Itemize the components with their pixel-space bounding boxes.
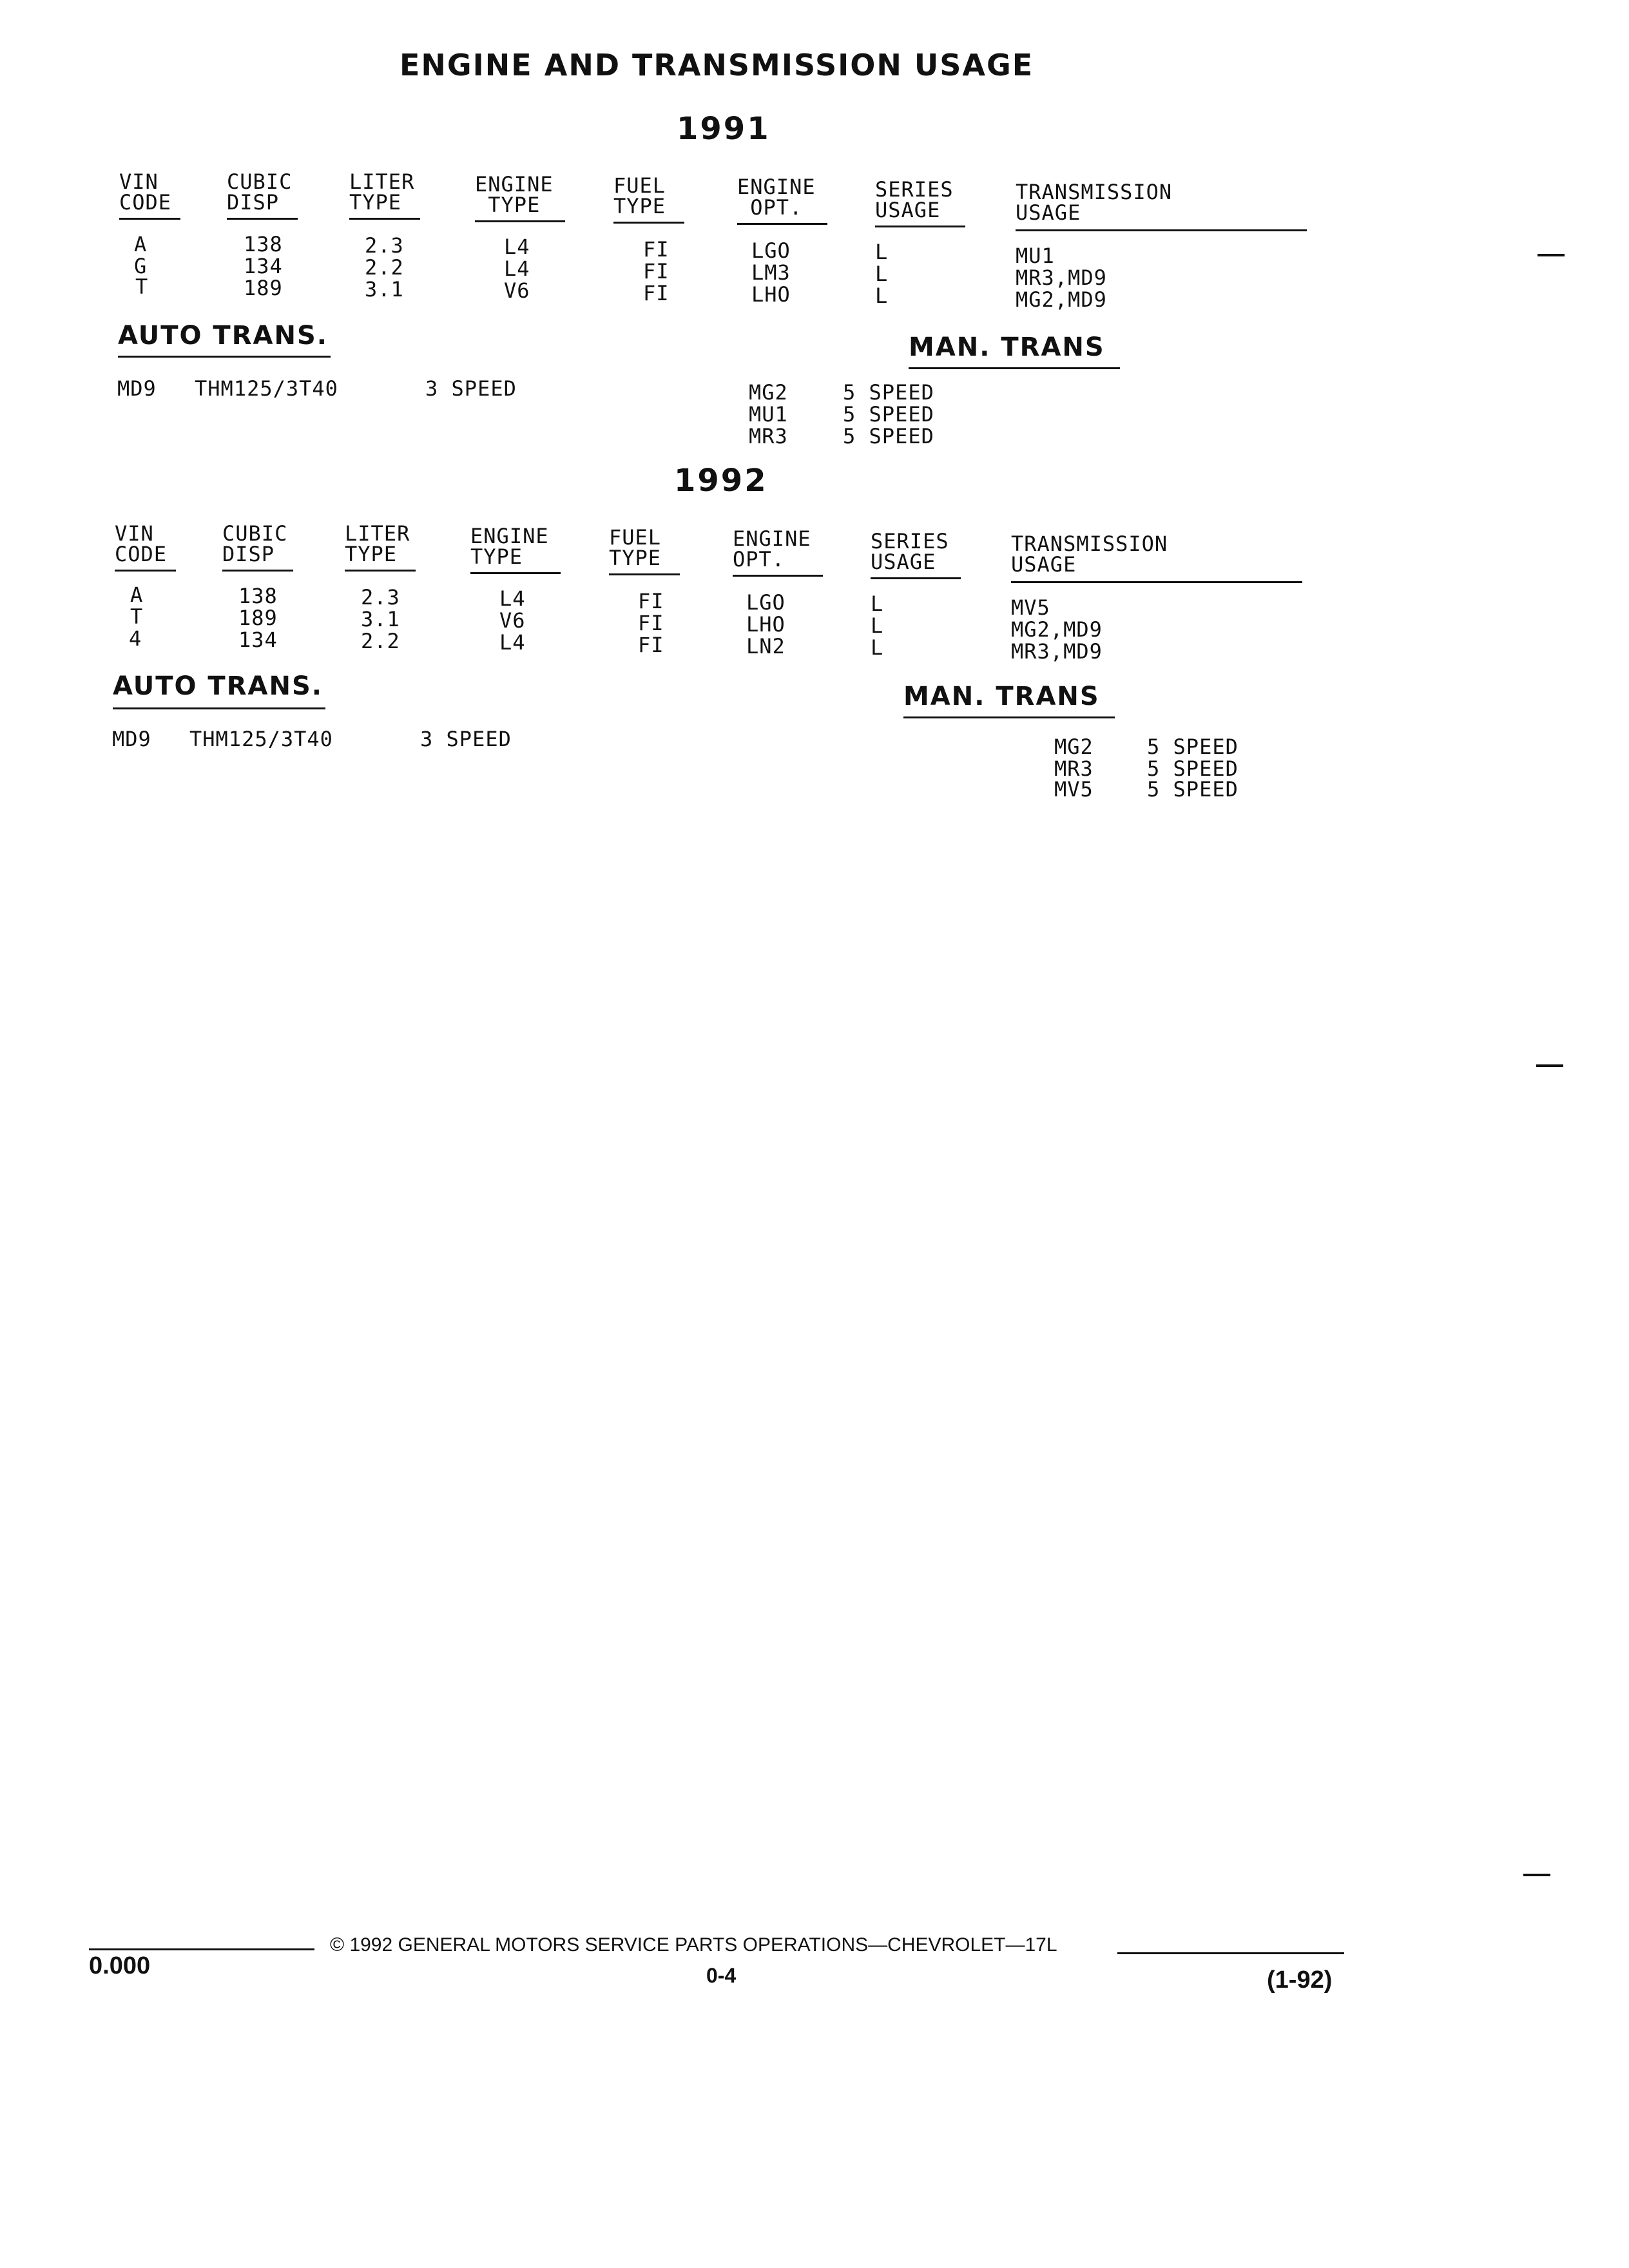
cell-cubic: 189 <box>238 606 278 630</box>
year-heading-1991: 1991 <box>677 111 771 147</box>
margin-mark <box>1537 254 1565 256</box>
cell-vin: 4 <box>129 626 142 651</box>
man-trans-code: MV5 <box>1054 777 1094 802</box>
man-trans-speed: 5 SPEED <box>1147 777 1239 802</box>
cell-liter: 2.3 <box>365 233 404 258</box>
cell-engine-type: V6 <box>504 278 530 303</box>
footer-left-code: 0.000 <box>89 1952 151 1979</box>
cell-engine-opt: LM3 <box>751 260 791 285</box>
footer-copyright: © 1992 GENERAL MOTORS SERVICE PARTS OPERATIONS—CHEVROLET—17L <box>330 1934 1057 1956</box>
man-trans-speed: 5 SPEED <box>1147 735 1239 759</box>
man-trans-code: MG2 <box>1054 735 1094 759</box>
cell-liter: 2.2 <box>361 629 400 653</box>
margin-mark <box>1523 1874 1550 1876</box>
cell-vin: T <box>130 604 144 629</box>
man-trans-heading: MAN. TRANS <box>909 332 1105 362</box>
cell-cubic: 138 <box>244 232 283 256</box>
auto-trans-name: THM125/3T40 <box>195 376 338 401</box>
cell-transmission: MG2,MD9 <box>1011 617 1103 642</box>
man-trans-speed: 5 SPEED <box>843 380 934 405</box>
man-trans-code: MG2 <box>749 380 788 405</box>
year-heading-1992: 1992 <box>674 463 768 499</box>
margin-mark <box>1536 1064 1563 1067</box>
cell-vin: T <box>135 274 149 299</box>
col-header-engine-opt: ENGINE OPT. <box>733 526 811 572</box>
cell-vin: A <box>130 582 144 607</box>
cell-fuel: FI <box>638 633 664 657</box>
cell-engine-type: L4 <box>499 630 526 655</box>
cell-engine-opt: LHO <box>751 282 791 307</box>
col-header-vin-code: VIN CODE <box>115 521 168 566</box>
col-header-series-usage: SERIES USAGE <box>875 177 954 222</box>
cell-transmission: MR3,MD9 <box>1011 639 1103 664</box>
cell-series: L <box>871 591 884 616</box>
cell-engine-opt: LHO <box>746 612 786 637</box>
cell-fuel: FI <box>643 259 670 284</box>
col-header-cubic-disp: CUBIC DISP <box>227 169 293 215</box>
man-trans-speed: 5 SPEED <box>1147 756 1239 781</box>
cell-transmission: MR3,MD9 <box>1016 265 1107 290</box>
auto-trans-code: MD9 <box>112 727 151 751</box>
auto-trans-heading: AUTO TRANS. <box>113 671 323 701</box>
footer-page-number: 0-4 <box>706 1964 737 1987</box>
col-header-liter-type: LITER TYPE <box>349 169 415 215</box>
cell-engine-type: L4 <box>504 256 530 281</box>
cell-fuel: FI <box>638 611 664 635</box>
man-trans-speed: 5 SPEED <box>843 402 934 427</box>
cell-series: L <box>875 262 889 286</box>
col-header-transmission-usage: TRANSMISSION USAGE <box>1016 180 1173 225</box>
auto-trans-speed: 3 SPEED <box>425 376 517 401</box>
col-header-cubic-disp: CUBIC DISP <box>222 521 288 566</box>
cell-engine-opt: LGO <box>751 238 791 263</box>
cell-engine-type: L4 <box>504 235 530 259</box>
cell-fuel: FI <box>643 237 670 262</box>
col-header-engine-type: ENGINE TYPE <box>470 524 549 569</box>
auto-trans-heading: AUTO TRANS. <box>118 321 328 351</box>
col-header-vin-code: VIN CODE <box>119 169 172 215</box>
cell-liter: 2.3 <box>361 585 400 610</box>
cell-cubic: 189 <box>244 276 283 300</box>
man-trans-heading: MAN. TRANS <box>903 682 1100 711</box>
auto-trans-speed: 3 SPEED <box>420 727 512 751</box>
man-trans-speed: 5 SPEED <box>843 424 934 448</box>
auto-trans-name: THM125/3T40 <box>189 727 333 751</box>
cell-engine-type: L4 <box>499 586 526 611</box>
cell-vin: G <box>134 254 148 278</box>
man-trans-code: MR3 <box>1054 756 1094 781</box>
col-header-engine-type: ENGINE TYPE <box>475 172 554 217</box>
man-trans-code: MU1 <box>749 402 788 427</box>
col-header-series-usage: SERIES USAGE <box>871 529 949 574</box>
footer-date-code: (1-92) <box>1267 1966 1333 1994</box>
cell-series: L <box>871 613 884 638</box>
col-header-liter-type: LITER TYPE <box>345 521 410 566</box>
cell-vin: A <box>134 232 148 256</box>
auto-trans-code: MD9 <box>117 376 157 401</box>
cell-liter: 3.1 <box>361 607 400 631</box>
cell-series: L <box>875 240 889 264</box>
page-title: ENGINE AND TRANSMISSION USAGE <box>400 48 1034 82</box>
man-trans-code: MR3 <box>749 424 788 448</box>
col-header-fuel-type: FUEL TYPE <box>613 173 666 218</box>
cell-liter: 2.2 <box>365 255 404 280</box>
cell-fuel: FI <box>643 281 670 305</box>
cell-engine-type: V6 <box>499 608 526 633</box>
cell-cubic: 138 <box>238 584 278 608</box>
cell-series: L <box>875 284 889 308</box>
cell-transmission: MG2,MD9 <box>1016 287 1107 312</box>
col-header-fuel-type: FUEL TYPE <box>609 525 662 570</box>
cell-liter: 3.1 <box>365 277 404 302</box>
cell-engine-opt: LGO <box>746 590 786 615</box>
cell-transmission: MV5 <box>1011 595 1050 620</box>
cell-series: L <box>871 635 884 660</box>
col-header-transmission-usage: TRANSMISSION USAGE <box>1011 532 1168 577</box>
cell-fuel: FI <box>638 589 664 613</box>
col-header-engine-opt: ENGINE OPT. <box>737 175 816 220</box>
cell-cubic: 134 <box>238 628 278 652</box>
cell-transmission: MU1 <box>1016 244 1055 268</box>
cell-engine-opt: LN2 <box>746 634 786 658</box>
cell-cubic: 134 <box>244 254 283 278</box>
